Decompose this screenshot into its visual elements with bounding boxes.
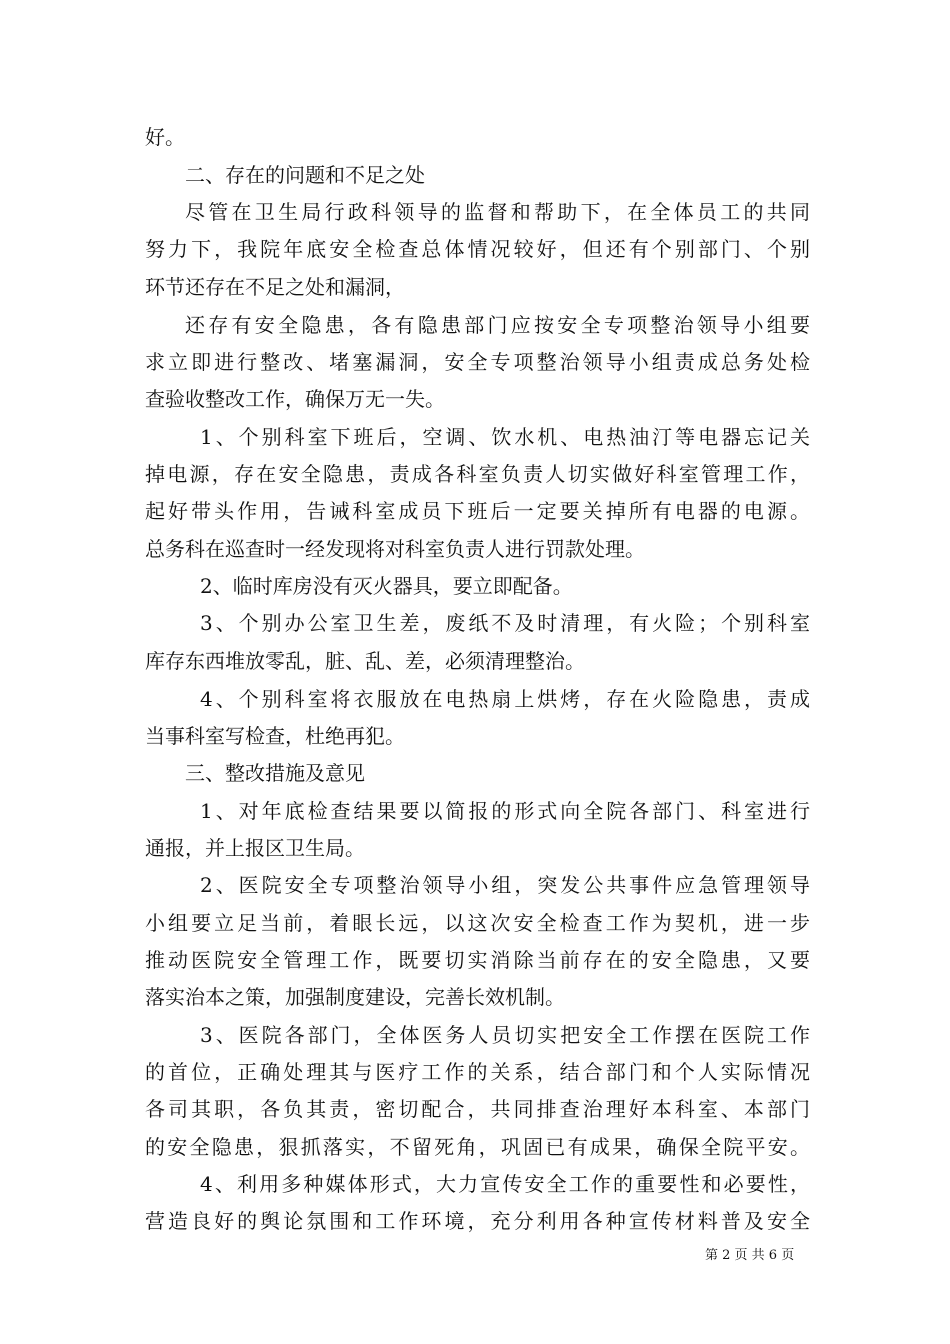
text-line: 通报，并上报区卫生局。 (145, 836, 365, 860)
text-line: 的安全隐患，狠抓落实，不留死角，巩固已有成果，确保全院平安。 (145, 1135, 810, 1159)
text-line: 掉电源，存在安全隐患，责成各科室负责人切实做好科室管理工作， (145, 462, 810, 486)
text-line: 2、医院安全专项整治领导小组，突发公共事件应急管理领导 (200, 873, 810, 897)
text-line: 推动医院安全管理工作，既要切实消除当前存在的安全隐患，又要 (145, 948, 810, 972)
section-heading-3: 三、整改措施及意见 (185, 761, 365, 785)
text-line: 总务科在巡查时一经发现将对科室负责人进行罚款处理。 (145, 537, 645, 561)
text-line: 努力下，我院年底安全检查总体情况较好，但还有个别部门、个别 (145, 237, 810, 261)
section-heading-2: 二、存在的问题和不足之处 (185, 163, 425, 187)
text-line: 落实治本之策，加强制度建设，完善长效机制。 (145, 985, 565, 1009)
text-line: 小组要立足当前，着眼长远，以这次安全检查工作为契机，进一步 (145, 911, 810, 935)
text-line: 3、医院各部门，全体医务人员切实把安全工作摆在医院工作 (200, 1023, 810, 1047)
text-line: 当事科室写检查，杜绝再犯。 (145, 724, 405, 748)
text-line: 还存有安全隐患，各有隐患部门应按安全专项整治领导小组要 (185, 313, 810, 337)
text-line: 4、个别科室将衣服放在电热扇上烘烤，存在火险隐患，责成 (200, 687, 810, 711)
text-line: 各司其职，各负其责，密切配合，共同排查治理好本科室、本部门 (145, 1097, 810, 1121)
text-line: 好。 (145, 125, 185, 149)
text-line: 环节还存在不足之处和漏洞， (145, 275, 405, 299)
text-line: 营造良好的舆论氛围和工作环境，充分利用各种宣传材料普及安全 (145, 1209, 810, 1233)
text-line: 3、个别办公室卫生差，废纸不及时清理，有火险；个别科室 (200, 611, 810, 635)
text-line: 2、临时库房没有灭火器具，要立即配备。 (200, 574, 573, 598)
text-line: 尽管在卫生局行政科领导的监督和帮助下，在全体员工的共同 (185, 200, 810, 224)
text-line: 1、对年底检查结果要以简报的形式向全院各部门、科室进行 (200, 799, 810, 823)
text-line: 库存东西堆放零乱，脏、乱、差，必须清理整治。 (145, 649, 585, 673)
text-line: 4、利用多种媒体形式，大力宣传安全工作的重要性和必要性， (200, 1172, 810, 1196)
page-number-footer: 第 2 页 共 6 页 (705, 1248, 795, 1263)
text-line: 的首位，正确处理其与医疗工作的关系，结合部门和个人实际情况 (145, 1060, 810, 1084)
text-line: 1、个别科室下班后，空调、饮水机、电热油汀等电器忘记关 (200, 425, 810, 449)
text-line: 求立即进行整改、堵塞漏洞，安全专项整治领导小组责成总务处检 (145, 350, 810, 374)
text-line: 查验收整改工作，确保万无一失。 (145, 387, 445, 411)
text-line: 起好带头作用，告诫科室成员下班后一定要关掉所有电器的电源。 (145, 499, 810, 523)
